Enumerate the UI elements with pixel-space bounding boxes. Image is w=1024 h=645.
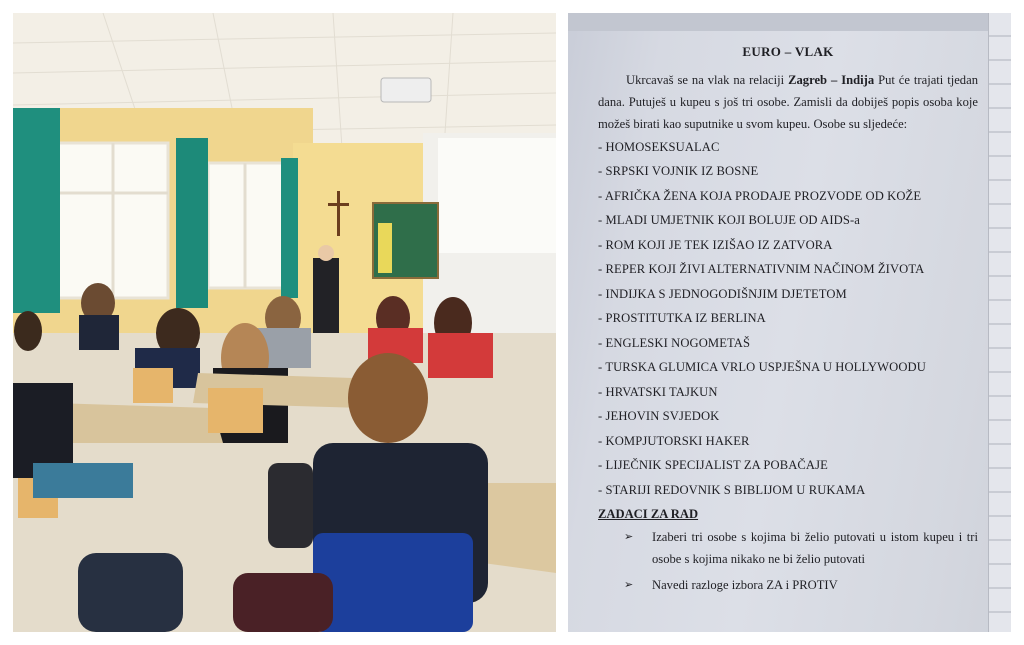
projector xyxy=(381,78,431,102)
list-item: - TURSKA GLUMICA VRLO USPJEŠNA U HOLLYWOODU xyxy=(598,360,926,375)
projection-area xyxy=(438,138,556,253)
intro-route: Zagreb – Indija xyxy=(788,72,875,87)
task-item xyxy=(598,574,978,596)
backpack xyxy=(268,463,313,548)
list-item: - HRVATSKI TAJKUN xyxy=(598,384,718,399)
curtain xyxy=(281,158,298,298)
arrow-bullet-icon: ➢ xyxy=(624,579,634,592)
teacher xyxy=(313,258,339,333)
backpack xyxy=(78,553,183,632)
chair xyxy=(133,368,173,403)
notebook-edge xyxy=(988,13,1011,632)
persons-list xyxy=(598,135,978,503)
intro-text-start: Ukrcavaš se na vlak na relaciji xyxy=(626,72,789,87)
backpack xyxy=(233,573,333,632)
list-item: - AFRIČKA ŽENA KOJA PRODAJE PROZVODE OD KOŽE xyxy=(598,188,922,203)
list-item: - MLADI UMJETNIK KOJI BOLUJE OD AIDS-a xyxy=(598,213,860,228)
list-item: - STARIJI REDOVNIK S BIBLIJOM U RUKAMA xyxy=(598,482,866,497)
document-title: EURO – VLAK xyxy=(742,44,834,59)
task-text: Izaberi tri osobe s kojima bi želio putovati u istom kupeu i tri osobe s kojima nikako ne bi želio putovati xyxy=(652,530,978,567)
list-item: - KOMPJUTORSKI HAKER xyxy=(598,433,750,448)
list-item: - SRPSKI VOJNIK IZ BOSNE xyxy=(598,164,759,179)
curtain xyxy=(13,108,60,313)
tasks-heading: ZADACI ZA RAD xyxy=(598,507,699,522)
worksheet-text xyxy=(598,43,978,600)
curtain xyxy=(176,138,208,308)
intro-paragraph xyxy=(598,69,978,135)
list-item: - LIJEČNIK SPECIJALIST ZA POBAČAJE xyxy=(598,458,828,473)
list-item: - REPER KOJI ŽIVI ALTERNATIVNIM NAČINOM ŽIVOTA xyxy=(598,262,925,277)
task-text: Navedi razloge izbora ZA i PROTIV xyxy=(652,578,838,593)
chair xyxy=(208,388,263,433)
worksheet-photo xyxy=(568,13,1011,632)
paper-top-shadow xyxy=(568,13,1011,31)
intro-text-end: Put će trajati tjedan dana. Putuješ u kupeu s još tri osobe. Zamisli da dobiješ popis osoba koje možeš birati kao suputnike u svom kupeu. Osobe su sljedeće: xyxy=(598,72,978,131)
list-item: - INDIJKA S JEDNOGODIŠNJIM DJETETOM xyxy=(598,286,847,301)
list-item: - ROM KOJI JE TEK IZIŠAO IZ ZATVORA xyxy=(598,237,833,252)
task-item xyxy=(598,526,978,570)
classroom-photo xyxy=(13,13,556,632)
list-item: - ENGLESKI NOGOMETAŠ xyxy=(598,335,751,350)
tasks-list xyxy=(598,526,978,596)
list-item: - JEHOVIN SVJEDOK xyxy=(598,409,720,424)
arrow-bullet-icon: ➢ xyxy=(624,531,634,544)
list-item: - HOMOSEKSUALAC xyxy=(598,139,720,154)
list-item: - PROSTITUTKA IZ BERLINA xyxy=(598,311,766,326)
chair xyxy=(313,533,473,632)
